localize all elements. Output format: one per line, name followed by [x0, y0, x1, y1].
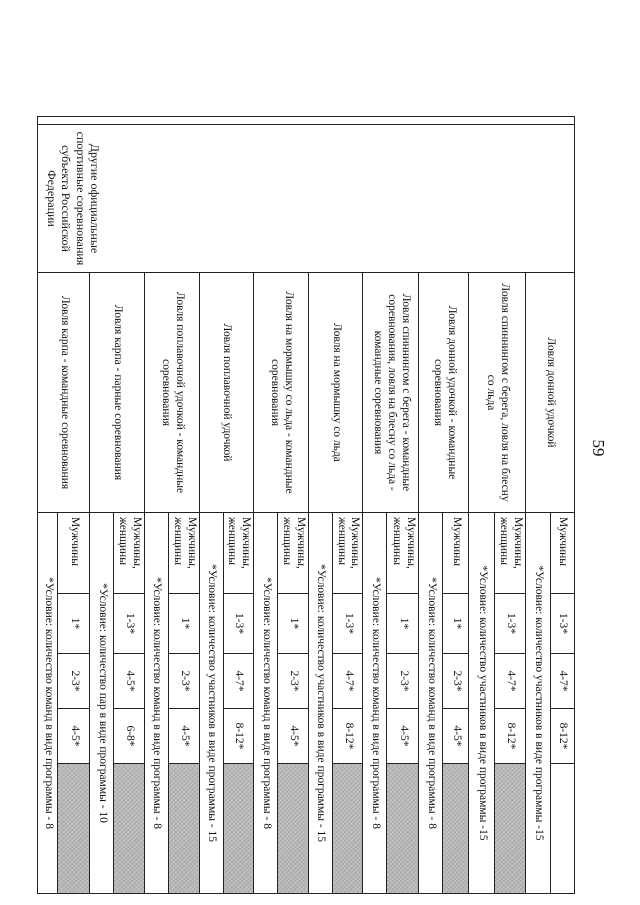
place-range-cell: 4-5* — [443, 709, 469, 764]
place-range-cell: 1-3* — [114, 594, 145, 654]
place-range-cell: 2-3* — [58, 654, 90, 709]
discipline-cell: Ловля на мормышку со льда - командные соревнования — [254, 273, 309, 513]
place-range-cell: 1-3* — [332, 594, 363, 654]
condition-cell: *Условие: количество участников в виде программы - 15 — [308, 513, 332, 894]
condition-cell: *Условие: количество пар в виде программы - 10 — [90, 513, 114, 894]
gender-cell: Мужчины, женщины — [114, 513, 145, 594]
place-range-cell: 2-3* — [387, 654, 419, 709]
place-range-cell: 4-5* — [387, 709, 419, 764]
place-range-cell: 1* — [169, 594, 200, 654]
place-range-cell: 8-12* — [223, 709, 254, 764]
place-range-cell: 8-12* — [332, 709, 363, 764]
gender-cell: Мужчины, женщины — [278, 513, 309, 594]
place-range-cell: 1-3* — [495, 594, 526, 654]
condition-cell: *Условие: количество команд в виде программы - 8 — [254, 513, 278, 894]
place-range-cell: 4-7* — [332, 654, 363, 709]
discipline-cell: Ловля спиннингом с берега - командные соревнования, ловля на блесну со льда - командные соревнования — [363, 273, 419, 513]
shaded-cell — [223, 764, 254, 894]
place-range-cell: 6-8* — [114, 709, 145, 764]
place-range-cell: 8-12* — [551, 709, 575, 764]
shaded-cell — [169, 764, 200, 894]
shaded-cell — [495, 764, 526, 894]
rotated-table-container — [42, 116, 575, 893]
condition-cell: *Условие: количество участников в виде программы - 15 — [199, 513, 223, 894]
place-range-cell: 8-12* — [495, 709, 526, 764]
discipline-cell: Ловля карпа - командные соревнования — [38, 273, 90, 513]
discipline-cell: Ловля карпа - парные соревнования — [90, 273, 145, 513]
gender-cell: Мужчины, женщины — [169, 513, 200, 594]
discipline-cell: Ловля поплавочной удочкой — [199, 273, 254, 513]
shaded-cell — [443, 764, 469, 894]
shaded-cell — [278, 764, 309, 894]
condition-cell: *Условие: количество команд в виде программы - 8 — [363, 513, 387, 894]
place-range-cell: 1* — [278, 594, 309, 654]
discipline-cell: Ловля донной удочкой - командные соревнования — [419, 273, 469, 513]
place-range-cell: 1-3* — [223, 594, 254, 654]
gender-cell: Мужчины, женщины — [223, 513, 254, 594]
table-body — [38, 117, 575, 894]
shaded-cell — [58, 764, 90, 894]
table-frame — [42, 116, 575, 893]
gender-cell: Мужчины, женщины — [387, 513, 419, 594]
gender-cell: Мужчины, женщины — [495, 513, 526, 594]
place-range-cell: 4-5* — [169, 709, 200, 764]
table-row — [551, 117, 575, 894]
condition-cell: *Условие: количество команд в виде программы - 8 — [38, 513, 58, 894]
gender-cell: Мужчины — [551, 513, 575, 594]
place-range-cell: 1* — [443, 594, 469, 654]
condition-cell: *Условие: количество участников в виде программы -15 — [526, 513, 551, 894]
shaded-cell — [332, 764, 363, 894]
place-range-cell: 2-3* — [169, 654, 200, 709]
discipline-cell: Ловля на мормышку со льда — [308, 273, 363, 513]
page-number: 59 — [589, 439, 608, 457]
place-range-cell: 4-5* — [58, 709, 90, 764]
competition-category: Другие официальные спортивные соревнования субъекта Российской Федерации — [38, 125, 575, 273]
shaded-cell — [114, 764, 145, 894]
place-range-cell: 4-7* — [223, 654, 254, 709]
place-range-cell: 4-5* — [114, 654, 145, 709]
qualification-table — [37, 116, 575, 894]
place-range-cell: 2-3* — [278, 654, 309, 709]
place-range-cell: 4-7* — [495, 654, 526, 709]
discipline-cell: Ловля поплавочной удочкой - командные соревнования — [145, 273, 200, 513]
condition-cell: *Условие: количество команд в виде программы - 8 — [419, 513, 443, 894]
condition-cell: *Условие: количество участников в виде программы -15 — [469, 513, 495, 894]
shaded-cell — [551, 764, 575, 894]
gender-cell: Мужчины — [58, 513, 90, 594]
gender-cell: Мужчины — [443, 513, 469, 594]
gender-cell: Мужчины, женщины — [332, 513, 363, 594]
place-range-cell: 1* — [58, 594, 90, 654]
discipline-cell: Ловля донной удочкой — [526, 273, 575, 513]
discipline-cell: Ловля спиннингом с берега, ловля на блесну со льда — [469, 273, 526, 513]
condition-cell: *Условие: количество команд в виде программы - 8 — [145, 513, 169, 894]
place-range-cell: 4-5* — [278, 709, 309, 764]
lead-column — [38, 117, 575, 125]
place-range-cell: 4-7* — [551, 654, 575, 709]
place-range-cell: 2-3* — [443, 654, 469, 709]
place-range-cell: 1-3* — [551, 594, 575, 654]
place-range-cell: 1* — [387, 594, 419, 654]
shaded-cell — [387, 764, 419, 894]
